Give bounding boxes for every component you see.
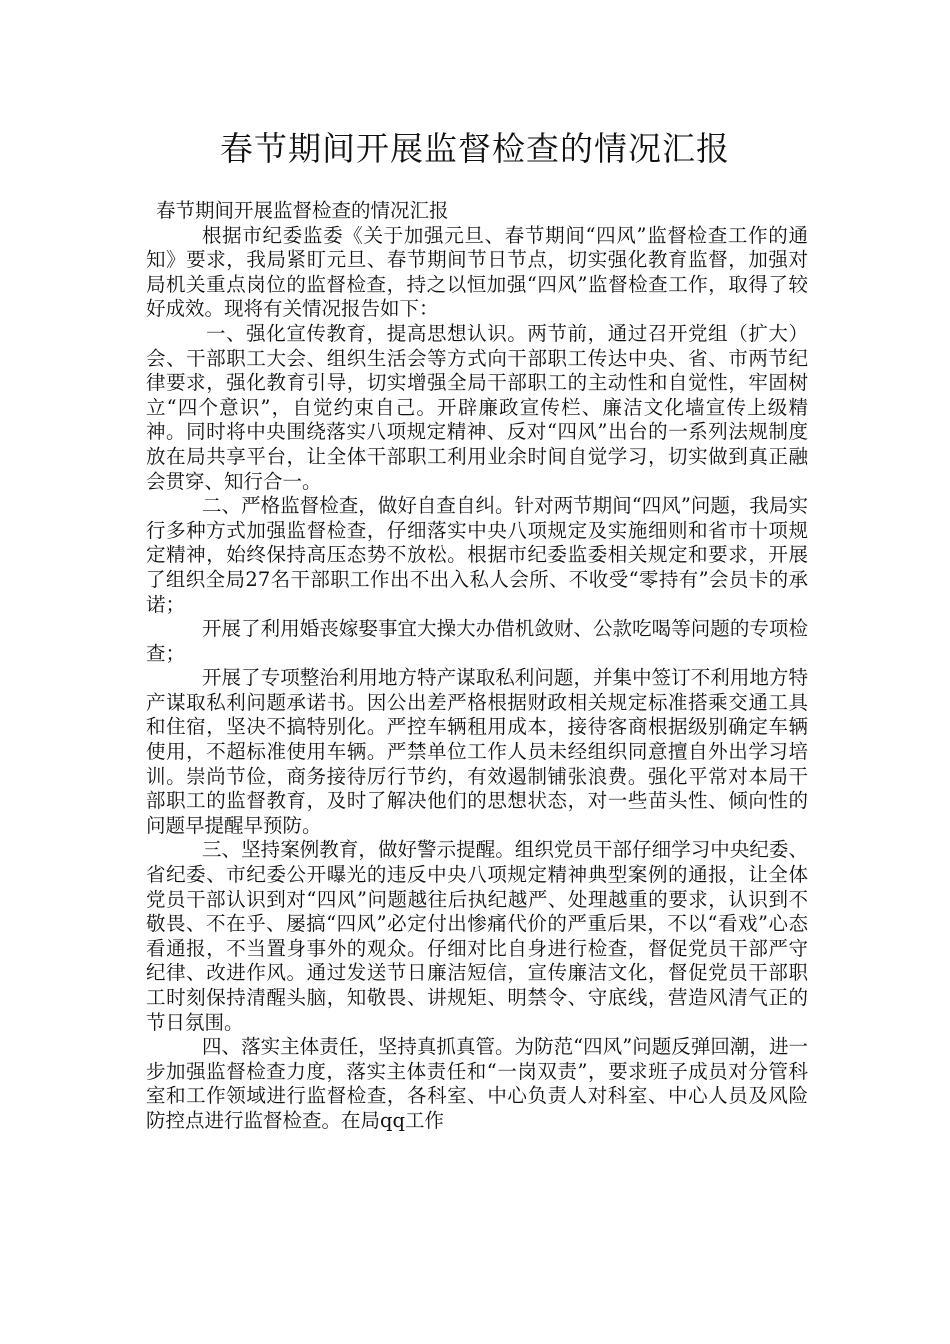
paragraph-section-2-item: 开展了利用婚丧嫁娶事宜大操大办借机敛财、公款吃喝等问题的专项检查；	[146, 617, 808, 665]
document-subtitle: 春节期间开展监督检查的情况汇报	[156, 199, 449, 222]
document-title: 春节期间开展监督检查的情况汇报	[220, 129, 730, 168]
paragraph-section-4: 四、落实主体责任，坚持真抓真管。为防范“四风”问题反弹回潮，进一步加强监督检查力度，落实主体责任和“一岗双责”，要求班子成员对分管科室和工作领域进行监督检查，各科室、中心负责人对科室、中心人员及风险防控点进行监督检查。在局qq工作	[146, 1035, 808, 1132]
paragraph-section-2: 二、严格监督检查，做好自查自纠。针对两节期间“四风”问题，我局实行多种方式加强监督检查，仔细落实中央八项规定及实施细则和省市十项规定精神，始终保持高压态势不放松。根据市纪委监委相关规定和要求，开展了组织全局27名干部职工作出不出入私人会所、不收受“零持有”会员卡的承诺；	[146, 494, 808, 616]
paragraph-section-1: 一、强化宣传教育，提高思想认识。两节前，通过召开党组（扩大）会、干部职工大会、组织生活会等方式向干部职工传达中央、省、市两节纪律要求，强化教育引导，切实增强全局干部职工的主动性和自觉性，牢固树立“四个意识”，自觉约束自己。开辟廉政宣传栏、廉洁文化墙宣传上级精神。同时将中央围绕落实八项规定精神、反对“四风”出台的一系列法规制度放在局共享平台，让全体干部职工利用业余时间自觉学习，切实做到真正融会贯穿、知行合一。	[146, 321, 808, 493]
paragraph-section-2-item: 开展了专项整治利用地方特产谋取私利问题，并集中签订不利用地方特产谋取私利问题承诺书。因公出差严格根据财政相关规定标准搭乘交通工具和住宿，坚决不搞特别化。严控车辆租用成本，接待客商根据级别确定车辆使用，不超标准使用车辆。严禁单位工作人员未经组织同意擅自外出学习培训。崇尚节俭，商务接待厉行节约，有效遏制铺张浪费。强化平常对本局干部职工的监督教育，及时了解决他们的思想状态，对一些苗头性、倾向性的问题早提醒早预防。	[146, 666, 808, 837]
document-body	[146, 199, 808, 1134]
paragraph-section-3: 三、坚持案例教育，做好警示提醒。组织党员干部仔细学习中央纪委、省纪委、市纪委公开曝光的违反中央八项规定精神典型案例的通报，让全体党员干部认识到对“四风”问题越往后执纪越严、处理越重的要求，认识到不敬畏、不在乎、屡搞“四风”必定付出惨痛代价的严重后果，不以“看戏”心态看通报，不当置身事外的观众。仔细对比自身进行检查，督促党员干部严守纪律、改进作风。通过发送节日廉洁短信，宣传廉洁文化，督促党员干部职工时刻保持清醒头脑，知敬畏、讲规矩、明禁令、守底线，营造风清气正的节日氛围。	[146, 838, 808, 1034]
paragraph-intro: 根据市纪委监委《关于加强元旦、春节期间“四风”监督检查工作的通知》要求，我局紧盯元旦、春节期间节日节点，切实强化教育监督，加强对局机关重点岗位的监督检查，持之以恒加强“四风”监督检查工作，取得了较好成效。现将有关情况报告如下：	[146, 223, 808, 321]
